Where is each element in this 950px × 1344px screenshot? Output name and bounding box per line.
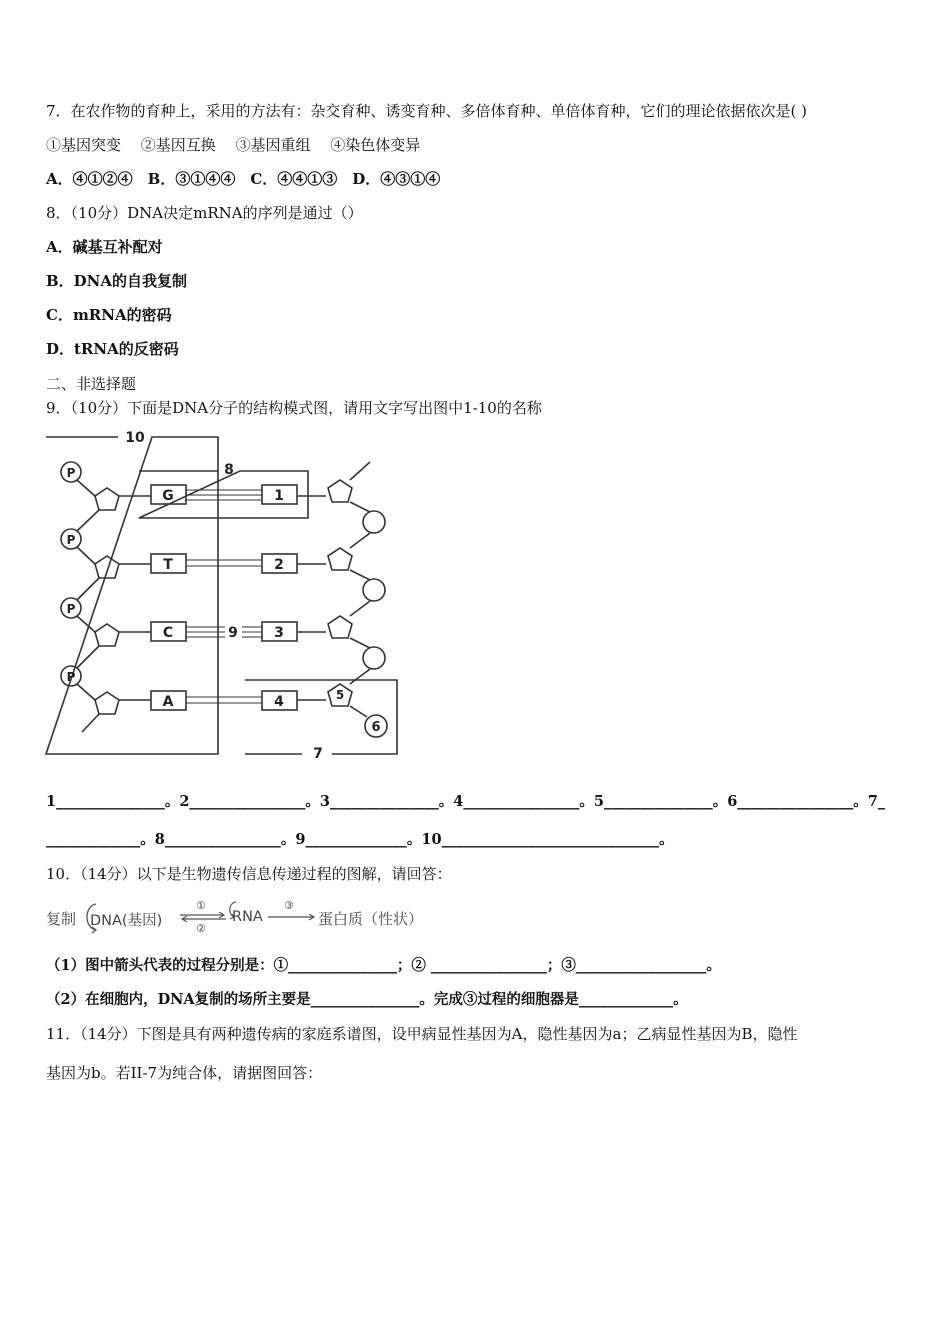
step-3-label: ③	[284, 899, 294, 912]
base-label-2: 2	[274, 557, 284, 573]
base-label-a: A	[162, 694, 174, 710]
label-7: 7	[313, 746, 323, 762]
sugar-left-2	[95, 556, 119, 578]
sugar-right-2	[328, 548, 352, 570]
base-label-c: C	[162, 625, 174, 641]
q7-stem: 7．在农作物的育种上，采用的方法有：杂交育种、诱变育种、多倍体育种、单倍体育种，它们的理论依据依次是( )	[46, 102, 808, 120]
sugar-left-4	[95, 692, 119, 714]
phosphate-label-1: P	[66, 466, 76, 480]
protein-trait-label: 蛋白质（性状）	[318, 910, 424, 928]
phosphate-6-like	[363, 647, 385, 669]
dna-gene-label: DNA(基因)	[90, 913, 163, 929]
step-1-label: ①	[196, 899, 206, 912]
rna-label: RNA	[232, 909, 263, 925]
q11-stem-line-1: 11．（14分）下图是具有两种遗传病的家庭系谱图，设甲病显性基因为A，隐性基因为a；乙病显性基因为B，隐性	[46, 1025, 798, 1043]
q7-options: A．④①②④ B．③①④④ C．④④①③ D．④③①④	[46, 170, 441, 188]
phosphate-label-4: P	[66, 670, 76, 684]
phosphate-label-6: 6	[371, 720, 381, 735]
central-dogma-flow	[46, 898, 446, 938]
label-10: 10	[125, 430, 145, 446]
sugar-right-1	[328, 480, 352, 502]
replication-label: 复制	[46, 910, 77, 928]
sugar-right-3	[328, 616, 352, 638]
dna-structure-diagram	[40, 426, 410, 766]
q8-option-b: B．DNA的自我复制	[46, 272, 188, 290]
phosphate-right-2	[363, 579, 385, 601]
base-label-t: T	[163, 557, 173, 573]
section-title: 二、非选择题	[46, 375, 137, 393]
base-label-3: 3	[274, 625, 284, 641]
phosphate-right-1	[363, 511, 385, 533]
q8-option-c: C．mRNA的密码	[46, 306, 172, 324]
sugar-left-3	[95, 624, 119, 646]
base-label-4: 4	[274, 694, 284, 710]
q10-sub-1[interactable]: （1）图中箭头代表的过程分别是：①_______________；② ________________；③__________________。	[46, 957, 721, 974]
q7-items: ①基因突变 ②基因互换 ③基因重组 ④染色体变异	[46, 136, 421, 154]
transcription-arrows-icon	[178, 912, 228, 922]
q8-option-a: A．碱基互补配对	[46, 238, 163, 256]
sugar-left-1	[95, 488, 119, 510]
q9-blanks-line-2[interactable]: _____________。8________________。9______________。10______________________________。	[46, 831, 674, 848]
q9-blanks-line-1[interactable]: 1_______________。2________________。3_______________。4________________。5_______________。6________________。7_	[46, 793, 886, 810]
base-label-g: G	[162, 488, 174, 504]
q8-stem: 8．（10分）DNA决定mRNA的序列是通过（）	[46, 204, 363, 222]
translation-arrow-icon	[266, 913, 318, 921]
q9-stem: 9．（10分）下面是DNA分子的结构模式图，请用文字写出图中1-10的名称	[46, 399, 542, 417]
q8-option-d: D．tRNA的反密码	[46, 340, 179, 358]
phosphate-label-2: P	[66, 533, 76, 547]
phosphate-label-3: P	[66, 602, 76, 616]
q11-stem-line-2: 基因为b。若II-7为纯合体，请据图回答：	[46, 1064, 323, 1082]
label-9: 9	[228, 625, 238, 641]
box-10	[46, 437, 218, 754]
q10-sub-2[interactable]: （2）在细胞内，DNA复制的场所主要是_______________。完成③过程的细胞器是_____________。	[46, 991, 688, 1008]
step-2-label: ②	[196, 922, 206, 935]
base-label-1: 1	[274, 488, 284, 504]
q10-stem: 10．（14分）以下是生物遗传信息传递过程的图解，请回答：	[46, 865, 452, 883]
label-8: 8	[224, 462, 234, 478]
sugar-label-5: 5	[335, 688, 345, 702]
